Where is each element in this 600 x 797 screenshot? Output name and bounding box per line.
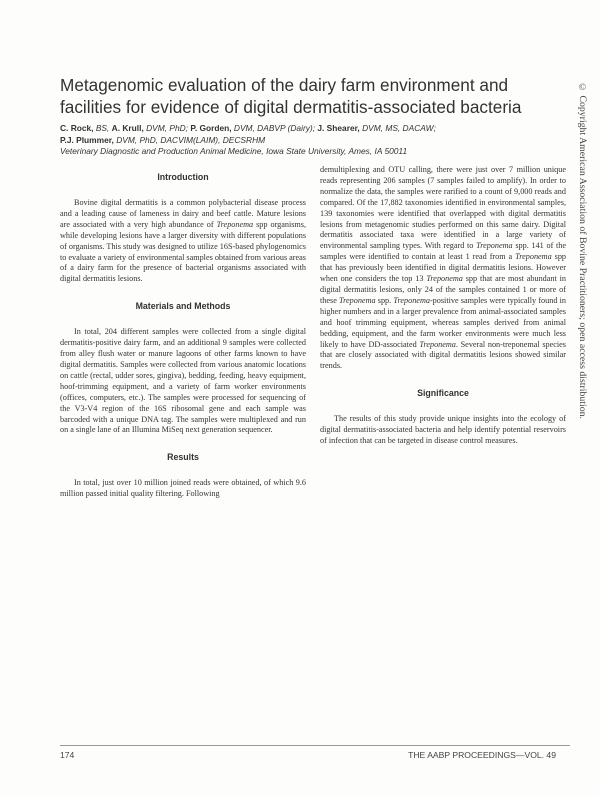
introduction-paragraph: Bovine digital dermatitis is a common polybacterial disease process and a leading cause of lameness in dairy and beef cattle. Mature lesions are associated with a very high abundance of Treponema spp organisms, while developing lesions have a larger diversity with different populations of organisms. This study was designed to utilize 16S-based phylogenomics to evaluate a variety of environmental samples obtained from various areas of a dairy farm for the presence of bacterial organisms associated with digital dermatitis lesions. [60,198,307,284]
author-credentials: DVM, DABVP (Dairy); [233,123,316,133]
author-name: P.J. Plummer, [60,134,114,145]
author-credentials: DVM, MS, DACAW; [362,123,436,133]
introduction-heading: Introduction [157,172,209,182]
copyright-notice: © Copyright American Association of Bovine Practitioners; open access distribution. [577,82,588,419]
author-block [60,123,570,158]
author-name: J. Shearer, [317,123,360,133]
significance-heading: Significance [417,388,469,399]
results-heading: Results [167,452,199,463]
right-column [320,165,566,447]
footer-divider [60,745,570,746]
author-name: P. Gorden, [190,123,232,133]
author-name: A. Krull, [111,123,144,133]
results-paragraph-start: In total, just over 10 million joined reads were obtained, of which 9.6 million passed initial quality filtering. Following [60,478,306,499]
methods-paragraph: In total, 204 different samples were collected from a single digital dermatitis-positive dairy farm, and an additional 9 samples were collected from alley flush water or manure lagoons of other farms known to have digital dermatitis. Samples were collected from various anatomic locations on cattle (rectal, udder sores, gingiva), bedding, feeding, heavy equipment, hoof-trimming equipment, and a variety of farm worker environments (offices, computers, etc.). The samples were processed for sequencing of the V3-V4 region of the 16S ribosomal gene and each sample was barcoded with a unique DNA tag. The samples were multiplexed and run on a single lane of an Illumina MiSeq next generation sequencer. [60,327,306,435]
author-name: C. Rock, [60,123,94,133]
affiliation: Veterinary Diagnostic and Production Animal Medicine, Iowa State University, Ames, IA 50011 [60,146,408,156]
significance-paragraph: The results of this study provide unique insights into the ecology of digital dermatitis-associated bacteria and help identify potential reservoirs of infection that can be targeted in disease control measures. [320,414,566,446]
author-credentials: BS, [95,123,110,133]
author-credentials: DVM, PhD, DACVIM(LAIM), DECSRHM [116,134,266,145]
left-column [60,172,306,500]
methods-heading: Materials and Methods [135,301,231,312]
journal-name: THE AABP PROCEEDINGS—VOL. 49 [408,750,556,760]
results-paragraph-continued: demultiplexing and OTU calling, there were just over 7 million unique reads representing 206 samples (7 samples failed to amplify). In order to normalize the data, the samples were rarified to a count of 9,000 reads and compared. Of the 17,882 taxonomies identified in environmental samples, 139 taxonomies were identified that overlapped with digital dermatitis lesions from metagenomic studies performed on this same dairy. Digital dermatitis associated taxa were identified in a large variety of environmental sampling types. With regard to Treponema spp. 141 of the samples were identified to contain at least 1 read from a Treponema spp that has previously been identified in digital dermatitis lesions. However when one considers the top 13 Treponema spp that are most abundant in digital dermatitis lesions, only 24 of the samples contained 1 or more of these Treponema spp. Treponema-positive samples were typically found in higher numbers and in a larger prevalence from animal-associated samples and hoof trimming equipment, whereas samples derived from animal bedding, equipment, and the farm worker environments were much less likely to have DD-associated Treponema. Several non-treponemal species that are closely associated with digital dermatitis lesions showed similar trends. [320,165,567,371]
author-line-2 [60,135,570,147]
page-number: 174 [60,750,75,760]
author-line-1 [60,123,570,135]
author-credentials: DVM, PhD; [146,123,188,133]
paper-title: Metagenomic evaluation of the dairy farm environment and facilities for evidence of digital dermatitis-associated bacteria [60,75,522,117]
